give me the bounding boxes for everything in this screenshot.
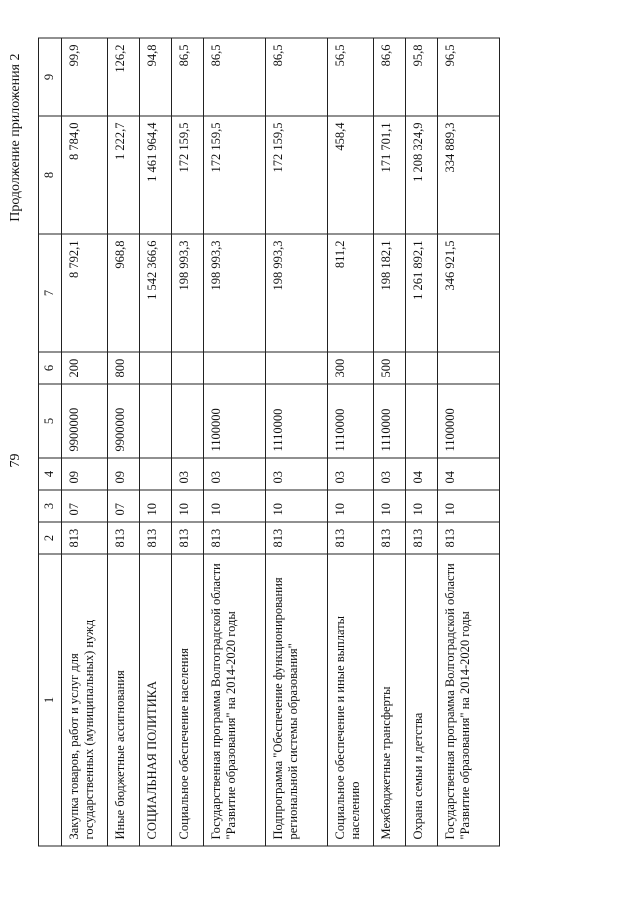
cell-plan: 198 993,3 [265, 234, 327, 352]
cell-subsection: 04 [405, 458, 437, 490]
cell-expense-type [139, 352, 171, 384]
cell-ministry-code: 813 [437, 522, 499, 554]
cell-ministry-code: 813 [107, 522, 139, 554]
cell-percent: 86,6 [373, 38, 405, 116]
cell-expense-type: 300 [327, 352, 373, 384]
cell-ministry-code: 813 [139, 522, 171, 554]
cell-percent: 95,8 [405, 38, 437, 116]
row-name: СОЦИАЛЬНАЯ ПОЛИТИКА [139, 554, 171, 846]
header-cell: 7 [39, 234, 62, 352]
cell-subsection: 04 [437, 458, 499, 490]
cell-target-article: 1110000 [373, 384, 405, 458]
cell-plan: 811,2 [327, 234, 373, 352]
row-name: Иные бюджетные ассигнования [107, 554, 139, 846]
header-row [39, 38, 62, 846]
cell-section: 10 [171, 490, 203, 522]
cell-target-article [139, 384, 171, 458]
cell-percent: 56,5 [327, 38, 373, 116]
cell-percent: 99,9 [61, 38, 107, 116]
cell-actual: 458,4 [327, 116, 373, 234]
row-name: Социальное обеспечение населения [171, 554, 203, 846]
cell-subsection: 03 [171, 458, 203, 490]
cell-section: 07 [107, 490, 139, 522]
cell-target-article: 1110000 [265, 384, 327, 458]
cell-actual: 1 461 964,4 [139, 116, 171, 234]
cell-ministry-code: 813 [405, 522, 437, 554]
cell-actual: 334 889,3 [437, 116, 499, 234]
table-row [61, 38, 107, 846]
cell-target-article: 9900000 [61, 384, 107, 458]
table-row [437, 38, 499, 846]
table-row [265, 38, 327, 846]
row-name: Охрана семьи и детства [405, 554, 437, 846]
cell-actual: 172 159,5 [171, 116, 203, 234]
cell-section: 10 [373, 490, 405, 522]
cell-expense-type: 500 [373, 352, 405, 384]
cell-percent: 94,8 [139, 38, 171, 116]
cell-actual: 1 222,7 [107, 116, 139, 234]
header-cell: 9 [39, 38, 62, 116]
cell-section: 10 [327, 490, 373, 522]
cell-expense-type [437, 352, 499, 384]
header-cell: 1 [39, 554, 62, 846]
cell-percent: 86,5 [265, 38, 327, 116]
cell-percent: 96,5 [437, 38, 499, 116]
cell-section: 10 [139, 490, 171, 522]
header-cell: 6 [39, 352, 62, 384]
cell-subsection [139, 458, 171, 490]
cell-plan: 346 921,5 [437, 234, 499, 352]
header-cell: 8 [39, 116, 62, 234]
cell-target-article [171, 384, 203, 458]
cell-target-article: 9900000 [107, 384, 139, 458]
cell-section: 07 [61, 490, 107, 522]
row-name: Межбюджетные трансферты [373, 554, 405, 846]
row-name: Социальное обеспечение и иные выплаты населению [327, 554, 373, 846]
cell-plan: 1 261 892,1 [405, 234, 437, 352]
cell-ministry-code: 813 [265, 522, 327, 554]
table-row [327, 38, 373, 846]
cell-expense-type [265, 352, 327, 384]
cell-subsection: 03 [265, 458, 327, 490]
cell-actual: 8 784,0 [61, 116, 107, 234]
cell-plan: 8 792,1 [61, 234, 107, 352]
row-name: Государственная программа Волгоградской области "Развитие образования" на 2014-2020 годы [203, 554, 265, 846]
cell-subsection: 09 [107, 458, 139, 490]
cell-expense-type [405, 352, 437, 384]
cell-target-article: 1100000 [203, 384, 265, 458]
cell-expense-type [171, 352, 203, 384]
cell-subsection: 03 [327, 458, 373, 490]
table-row [171, 38, 203, 846]
cell-section: 10 [203, 490, 265, 522]
cell-target-article [405, 384, 437, 458]
row-name: Государственная программа Волгоградской области "Развитие образования" на 2014-2020 годы [437, 554, 499, 846]
budget-table [38, 38, 500, 847]
cell-actual: 172 159,5 [265, 116, 327, 234]
table-row [107, 38, 139, 846]
cell-section: 10 [265, 490, 327, 522]
cell-plan: 198 993,3 [171, 234, 203, 352]
table-row [203, 38, 265, 846]
page-number: 79 [8, 453, 23, 468]
cell-ministry-code: 813 [203, 522, 265, 554]
cell-actual: 171 701,1 [373, 116, 405, 234]
cell-plan: 198 993,3 [203, 234, 265, 352]
cell-ministry-code: 813 [327, 522, 373, 554]
header-cell: 4 [39, 458, 62, 490]
cell-target-article: 1100000 [437, 384, 499, 458]
cell-subsection: 03 [203, 458, 265, 490]
table-row [139, 38, 171, 846]
header-cell: 5 [39, 384, 62, 458]
cell-plan: 1 542 366,6 [139, 234, 171, 352]
cell-subsection: 03 [373, 458, 405, 490]
cell-percent: 86,5 [171, 38, 203, 116]
table-row [373, 38, 405, 846]
cell-target-article: 1110000 [327, 384, 373, 458]
cell-actual: 1 208 324,9 [405, 116, 437, 234]
cell-expense-type: 800 [107, 352, 139, 384]
cell-ministry-code: 813 [171, 522, 203, 554]
cell-percent: 86,5 [203, 38, 265, 116]
cell-expense-type: 200 [61, 352, 107, 384]
header-cell: 2 [39, 522, 62, 554]
cell-section: 10 [405, 490, 437, 522]
cell-ministry-code: 813 [373, 522, 405, 554]
continuation-note: Продолжение приложения 2 [8, 53, 23, 222]
row-name: Подпрограмма "Обеспечение функционирования региональной системы образования" [265, 554, 327, 846]
cell-ministry-code: 813 [61, 522, 107, 554]
cell-section: 10 [437, 490, 499, 522]
cell-plan: 198 182,1 [373, 234, 405, 352]
cell-expense-type [203, 352, 265, 384]
cell-plan: 968,8 [107, 234, 139, 352]
header-cell: 3 [39, 490, 62, 522]
cell-actual: 172 159,5 [203, 116, 265, 234]
cell-percent: 126,2 [107, 38, 139, 116]
table-row [405, 38, 437, 846]
row-name: Закупка товаров, работ и услуг для государственных (муниципальных) нужд [61, 554, 107, 846]
cell-subsection: 09 [61, 458, 107, 490]
